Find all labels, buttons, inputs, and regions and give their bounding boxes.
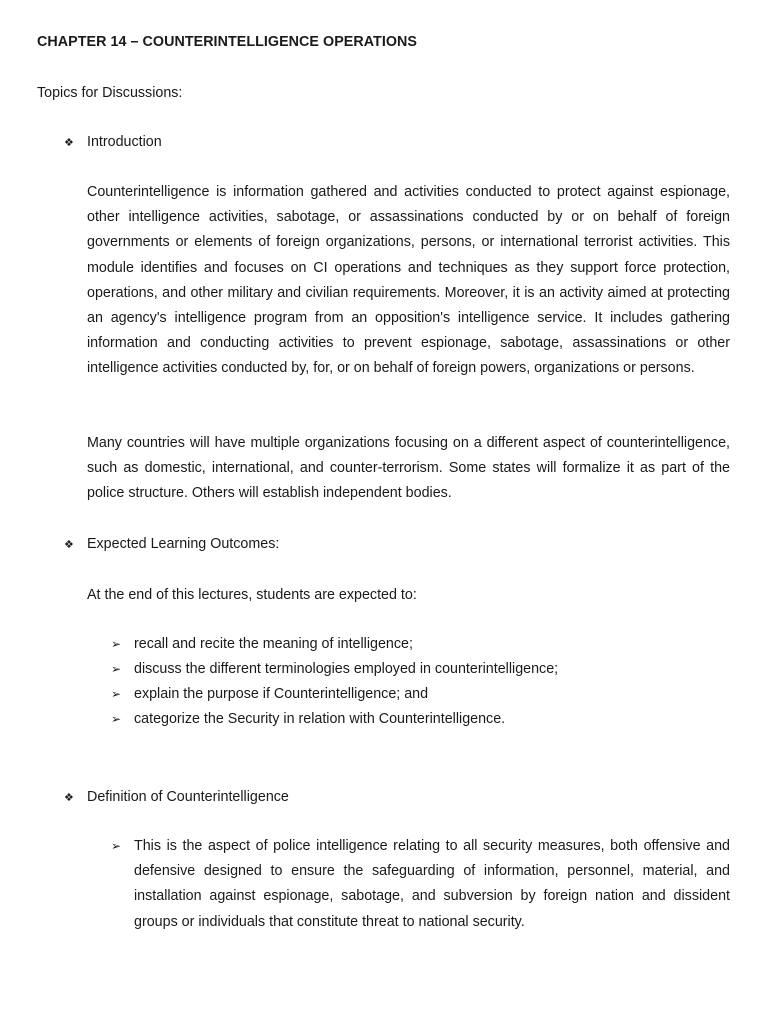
outcomes-list bbox=[111, 632, 558, 732]
outcomes-heading-row bbox=[64, 536, 279, 552]
introduction-heading-row bbox=[64, 134, 162, 150]
introduction-heading: Introduction bbox=[87, 134, 162, 150]
list-item bbox=[111, 682, 558, 707]
list-item bbox=[111, 657, 558, 682]
outcomes-heading: Expected Learning Outcomes: bbox=[87, 536, 280, 552]
list-item bbox=[111, 707, 558, 732]
list-item bbox=[111, 632, 558, 657]
list-item-text: explain the purpose if Counterintelligence; and bbox=[134, 686, 429, 702]
outcomes-intro: At the end of this lectures, students are expected to: bbox=[87, 587, 417, 603]
introduction-paragraph-1: Counterintelligence is information gathered and activities conducted to protect against espionage, other intelligence activities, sabotage, or assassinations conducted by or on behalf of foreign governments or elements of foreign organizations, persons, or international terrorist activities. This module identifies and focuses on CI operations and techniques as they support force protection, operations, and other military and civilian requirements. Moreover, it is an activity aimed at protecting an agency's intelligence program from an opposition's intelligence service. It includes gathering information and conducting activities to prevent espionage, sabotage, assassinations or other intelligence activities conducted by, for, or on behalf of foreign powers, organizations or persons. bbox=[87, 184, 730, 377]
definition-item bbox=[111, 834, 730, 935]
arrow-bullet-icon: ➢ bbox=[111, 839, 122, 853]
definition-text: This is the aspect of police intelligence relating to all security measures, both offensive and defensive designed to ensure the safeguarding of information, personnel, material, and installation against espionage, sabotage, and subversion by foreign nation and dissident groups or individuals that constitute threat to national security. bbox=[134, 838, 730, 930]
arrow-bullet-icon: ➢ bbox=[111, 712, 122, 726]
diamond-bullet-icon: ❖ bbox=[64, 136, 74, 149]
list-item-text: recall and recite the meaning of intelligence; bbox=[134, 636, 413, 652]
diamond-bullet-icon: ❖ bbox=[64, 538, 74, 551]
arrow-bullet-icon: ➢ bbox=[111, 637, 122, 651]
definition-heading-row bbox=[64, 789, 289, 805]
diamond-bullet-icon: ❖ bbox=[64, 791, 74, 804]
introduction-paragraph-2: Many countries will have multiple organizations focusing on a different aspect of counterintelligence, such as domestic, international, and counter-terrorism. Some states will formalize it as part of the police structure. Others will establish independent bodies. bbox=[87, 435, 730, 502]
topics-label: Topics for Discussions: bbox=[37, 85, 183, 101]
chapter-title: CHAPTER 14 – COUNTERINTELLIGENCE OPERATIONS bbox=[37, 34, 417, 50]
list-item-text: discuss the different terminologies employed in counterintelligence; bbox=[134, 661, 559, 677]
list-item-text: categorize the Security in relation with Counterintelligence. bbox=[134, 711, 506, 727]
arrow-bullet-icon: ➢ bbox=[111, 687, 122, 701]
definition-heading: Definition of Counterintelligence bbox=[87, 789, 289, 805]
arrow-bullet-icon: ➢ bbox=[111, 662, 122, 676]
